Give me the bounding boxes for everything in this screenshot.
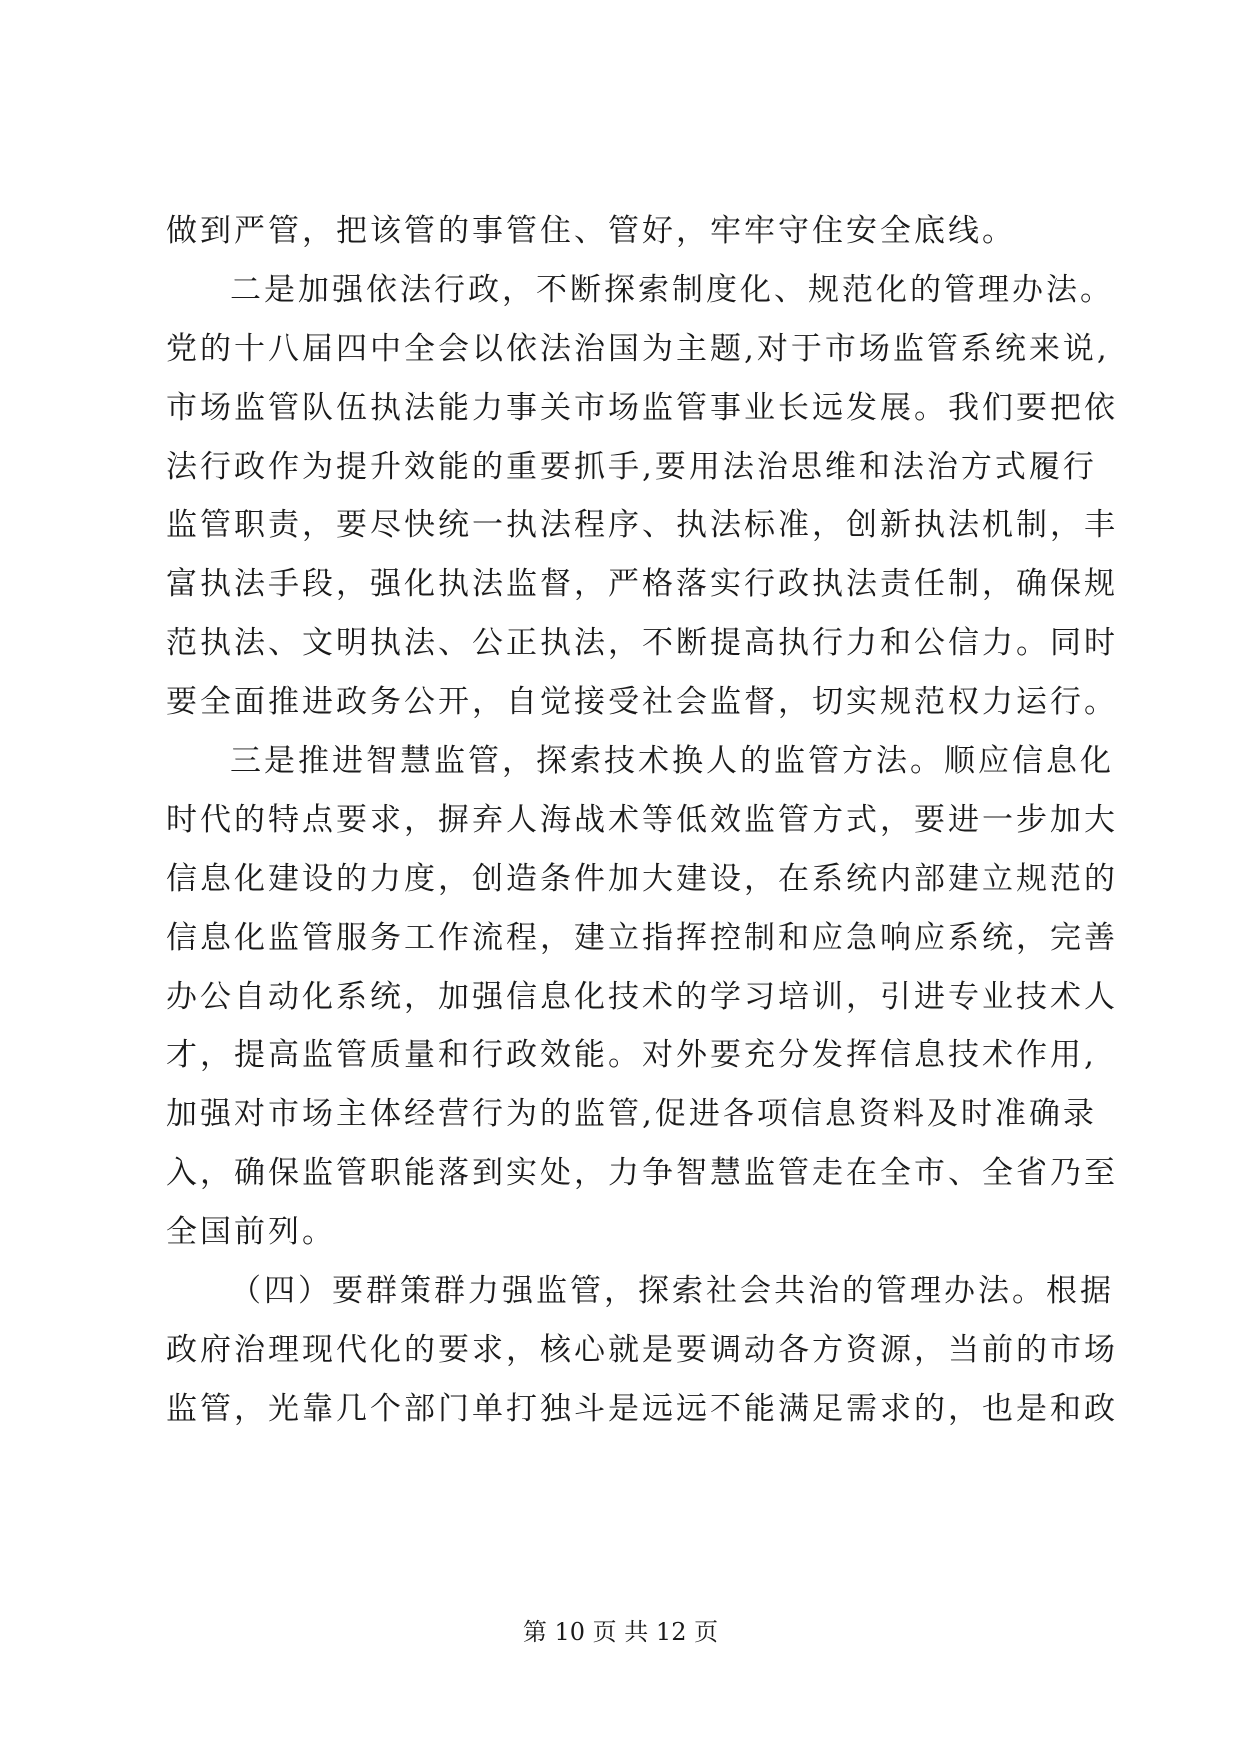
text-line: 办公自动化系统，加强信息化技术的学习培训，引进专业技术人 [166, 978, 1118, 1015]
text-line: 才，提高监管质量和行政效能。对外要充分发挥信息技术作用, [166, 1037, 1097, 1074]
text-line: 监管，光靠几个部门单打独斗是远远不能满足需求的，也是和政 [166, 1390, 1118, 1427]
text-line: 富执法手段，强化执法监督，严格落实行政执法责任制，确保规 [166, 566, 1118, 603]
text-line: 做到严管，把该管的事管住、管好，牢牢守住安全底线。 [166, 213, 1016, 249]
text-line: 范执法、文明执法、公正执法，不断提高执行力和公信力。同时 [166, 625, 1118, 662]
text-line: 党的十八届四中全会以依法治国为主题,对于市场监管系统来说, [166, 330, 1110, 367]
text-line: 加强对市场主体经营行为的监管,促进各项信息资料及时准确录 [166, 1096, 1097, 1133]
body-text [166, 202, 1118, 1439]
text-line: 信息化建设的力度，创造条件加大建设，在系统内部建立规范的 [166, 860, 1118, 897]
page-footer: 第 10 页 共 12 页 [522, 1618, 719, 1646]
text-line: 三是推进智慧监管，探索技术换人的监管方法。顺应信息化 [230, 743, 1114, 780]
text-line: 入，确保监管职能落到实处，力争智慧监管走在全市、全省乃至 [166, 1155, 1118, 1192]
text-line: 监管职责，要尽快统一执法程序、执法标准，创新执法机制，丰 [166, 507, 1118, 544]
text-line: 时代的特点要求，摒弃人海战术等低效监管方式，要进一步加大 [166, 801, 1118, 838]
text-line: 市场监管队伍执法能力事关市场监管事业长远发展。我们要把依 [166, 389, 1118, 426]
text-line: 全国前列。 [166, 1214, 336, 1251]
text-line: 二是加强依法行政，不断探索制度化、规范化的管理办法。 [230, 271, 1114, 308]
text-line: 要全面推进政务公开，自觉接受社会监督，切实规范权力运行。 [166, 684, 1118, 721]
text-line: 政府治理现代化的要求，核心就是要调动各方资源，当前的市场 [166, 1331, 1118, 1368]
text-line: 信息化监管服务工作流程，建立指挥控制和应急响应系统，完善 [166, 919, 1118, 956]
text-line: 法行政作为提升效能的重要抓手,要用法治思维和法治方式履行 [166, 448, 1097, 485]
text-line: （四）要群策群力强监管，探索社会共治的管理办法。根据 [230, 1273, 1114, 1310]
